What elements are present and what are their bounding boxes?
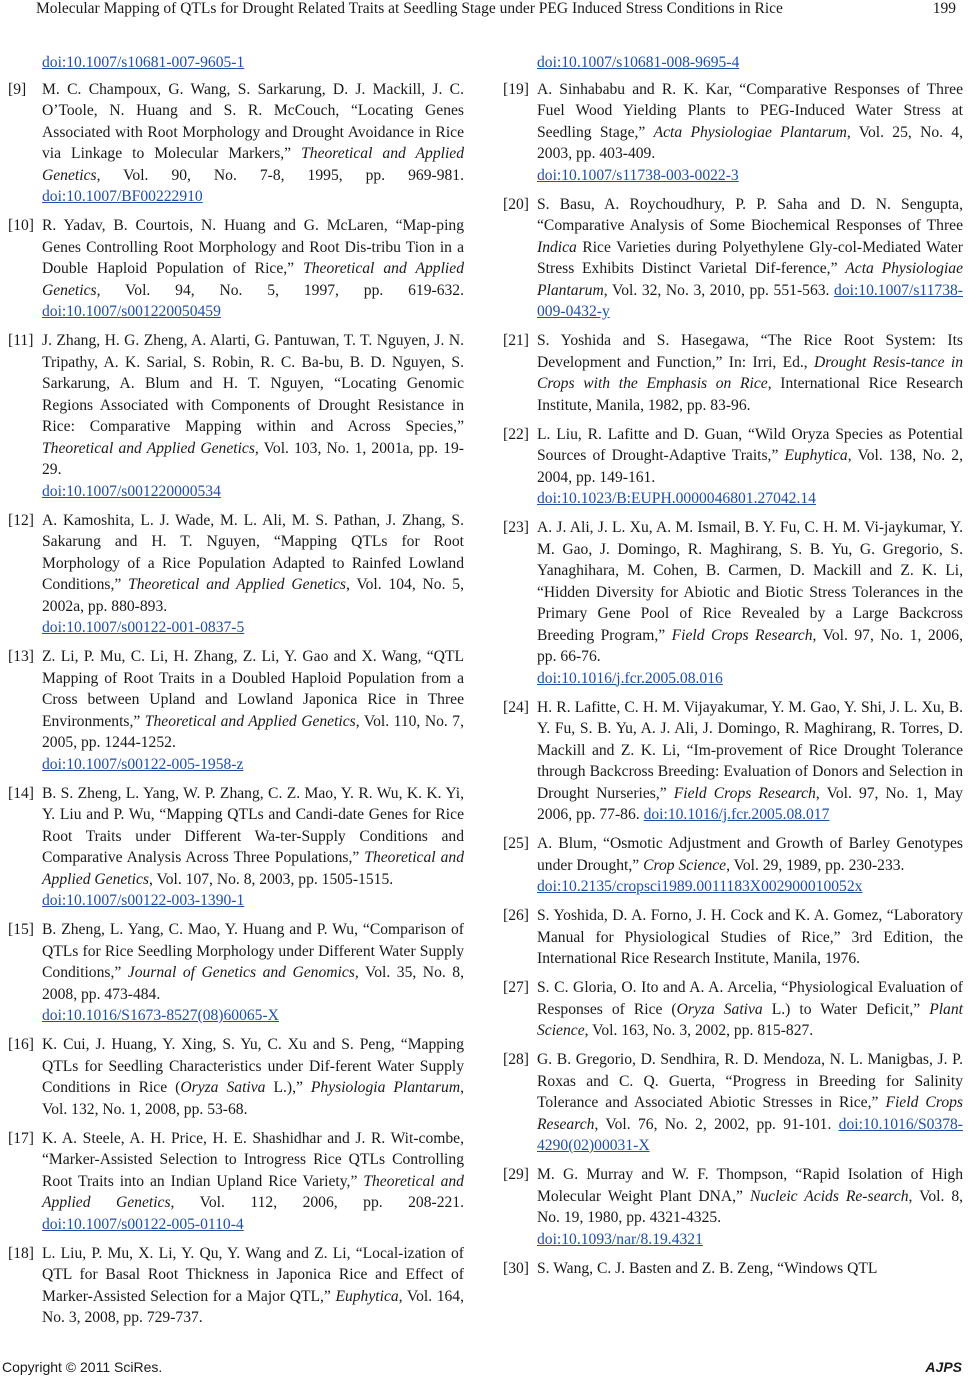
reference-source-title: Euphytica bbox=[784, 447, 848, 464]
reference-text bbox=[537, 697, 963, 826]
reference-text bbox=[537, 330, 963, 416]
reference-entry bbox=[503, 833, 963, 898]
doi-link[interactable]: doi:10.1093/nar/8.19.4321 bbox=[537, 1230, 703, 1248]
reference-number: [18] bbox=[8, 1244, 34, 1262]
reference-number: [19] bbox=[503, 80, 529, 98]
reference-text-segment: , Vol. 94, No. 5, 1997, pp. 619-632. bbox=[96, 281, 464, 299]
reference-text bbox=[42, 79, 464, 208]
continued-reference-doi bbox=[537, 52, 963, 74]
reference-entry bbox=[503, 330, 963, 416]
reference-source-title: Theoretical and Applied Genetics bbox=[128, 576, 346, 593]
reference-text bbox=[42, 1034, 464, 1120]
reference-number: [9] bbox=[8, 80, 27, 98]
reference-entry bbox=[8, 646, 464, 775]
reference-entry bbox=[503, 1164, 963, 1250]
reference-text bbox=[537, 424, 963, 510]
doi-link[interactable]: doi:10.1007/s00122-005-0110-4 bbox=[42, 1215, 244, 1233]
reference-text-segment: , Vol. 8, No. 19, 1980, pp. 4321-4325. bbox=[537, 1187, 964, 1226]
reference-source-title: Field Crops Research bbox=[673, 784, 816, 802]
doi-link[interactable]: doi:10.1007/s001220000534 bbox=[42, 482, 221, 500]
reference-source-title: Theoretical and Applied Genetics bbox=[42, 145, 464, 184]
reference-source-title: Plant Science bbox=[537, 1000, 963, 1039]
reference-text-segment: , Vol. 110, No. 7, 2005, pp. 1244-1252. bbox=[42, 712, 464, 751]
doi-link[interactable]: doi:10.1007/s00122-003-1390-1 bbox=[42, 892, 245, 909]
reference-source-title: Indica bbox=[537, 238, 577, 256]
reference-text bbox=[537, 79, 963, 187]
reference-entry bbox=[503, 424, 963, 510]
reference-text-segment: L. Liu, P. Mu, X. Li, Y. Qu, Y. Wang and Z. Li, “Local-ization of QTL for Basal Root Thickness in Japonica Rice and Effect of Marker-Assisted Selection for a Major QTL,” bbox=[42, 1244, 464, 1305]
reference-source-title: Acta Physiologiae Plantarum bbox=[537, 260, 963, 299]
reference-text-segment: B. Zheng, L. Yang, C. Mao, Y. Huang and P. Wu, “Comparison of QTLs for Rice Seedling Morphology under Different Water Supply Conditions,” bbox=[42, 921, 464, 981]
reference-entry bbox=[8, 1243, 464, 1329]
reference-entry bbox=[503, 1258, 963, 1280]
reference-column-left bbox=[8, 52, 464, 1336]
reference-text-segment: , Vol. 35, No. 8, 2008, pp. 473-484. bbox=[42, 964, 464, 1003]
reference-text bbox=[537, 1049, 963, 1157]
page-number: 199 bbox=[932, 0, 956, 17]
reference-text bbox=[537, 905, 963, 970]
reference-text-segment: , Vol. 90, No. 7-8, 1995, pp. 969-981. bbox=[96, 166, 464, 184]
reference-entry bbox=[503, 194, 963, 323]
reference-entry bbox=[8, 1128, 464, 1236]
reference-number: [16] bbox=[8, 1036, 34, 1053]
reference-source-title: Crop Science bbox=[643, 856, 727, 874]
reference-text-segment: M. G. Murray and W. F. Thompson, “Rapid Isolation of High Molecular Weight Plant DNA,” bbox=[537, 1166, 963, 1205]
reference-text-segment: , Vol. 32, No. 3, 2010, pp. 551-563. bbox=[603, 281, 835, 299]
reference-entry bbox=[8, 783, 464, 912]
reference-source-title: Nucleic Acids Re-search bbox=[749, 1187, 909, 1205]
doi-line bbox=[537, 876, 963, 898]
reference-text bbox=[42, 646, 464, 775]
doi-line bbox=[537, 668, 963, 690]
reference-text-segment: S. Yoshida and S. Hasegawa, “The Rice Root System: Its Development and Function,” In: Irri, Ed., bbox=[537, 332, 963, 371]
running-header bbox=[0, 0, 968, 22]
reference-entry bbox=[503, 1049, 963, 1157]
doi-line bbox=[537, 1229, 963, 1251]
reference-number: [10] bbox=[8, 217, 34, 234]
reference-text-segment: K. Cui, J. Huang, Y. Xing, S. Yu, C. Xu and S. Peng, “Mapping QTLs for Seedling Characteristics under Dif-ferent Water Supply Conditions in Rice ( bbox=[42, 1036, 464, 1096]
reference-text-segment: , Vol. 163, No. 3, 2002, pp. 815-827. bbox=[584, 1022, 814, 1039]
reference-number: [15] bbox=[8, 921, 34, 938]
doi-link[interactable]: doi:10.1016/S0378-4290(02)00031-X bbox=[537, 1115, 963, 1154]
doi-link[interactable]: doi:10.1016/S1673-8527(08)60065-X bbox=[42, 1007, 279, 1024]
reference-number: [14] bbox=[8, 784, 34, 802]
doi-link[interactable]: doi:10.1007/s11738-009-0432-y bbox=[537, 281, 963, 320]
doi-link[interactable]: doi:10.1016/j.fcr.2005.08.016 bbox=[537, 669, 723, 687]
reference-text-segment: A. Kamoshita, L. J. Wade, M. L. Ali, M. S. Pathan, J. Zhang, S. Sakarung and H. T. Nguyen, “Mapping QTLs for Root Morphology of a Rice Population Adapted to Rainfed Lowland Conditions,” bbox=[42, 511, 464, 593]
reference-text-segment: S. C. Gloria, O. Ito and A. A. Arcelia, “Physiological Evaluation of Responses of Rice ( bbox=[537, 979, 963, 1018]
reference-text-segment: B. S. Zheng, L. Yang, W. P. Zhang, C. Z. Mao, Y. R. Wu, K. K. Yi, Y. Liu and P. Wu, “Mapping QTLs and Candi-date Genes for Rice Root Traits under Different Wa-ter-Supply Conditions and Comparative Analysis Across Three Populations,” bbox=[42, 784, 464, 866]
reference-text-segment: , Vol. 104, No. 5, 2002a, pp. 880-893. bbox=[42, 576, 464, 615]
reference-text-segment: , Vol. 76, No. 2, 2002, pp. 91-101. bbox=[594, 1115, 839, 1133]
reference-number: [29] bbox=[503, 1166, 529, 1183]
reference-entry bbox=[8, 215, 464, 323]
reference-source-title: Drought Resis-tance in Crops with the Emphasis on Rice bbox=[537, 353, 963, 392]
reference-text bbox=[42, 330, 464, 502]
doi-link[interactable]: doi:10.1007/s10681-008-9695-4 bbox=[537, 54, 740, 71]
reference-entry bbox=[8, 79, 464, 208]
journal-abbreviation: AJPS bbox=[925, 1359, 962, 1375]
doi-line bbox=[42, 617, 464, 639]
doi-line bbox=[537, 165, 963, 187]
reference-text-segment: , Vol. 29, 1989, pp. 230-233. bbox=[726, 856, 905, 874]
reference-text bbox=[42, 783, 464, 912]
reference-number: [23] bbox=[503, 519, 529, 536]
reference-text-segment: A. J. Ali, J. L. Xu, A. M. Ismail, B. Y. Fu, C. H. M. Vi-jaykumar, Y. M. Gao, J. Domingo, R. Maghirang, S. B. Yu, G. Gregorio, S. Yanaghihara, M. Cohen, B. Carmen, D. Mackill and Z. K. Li, “Hidden Diversity for Abiotic and Biotic Stress Tolerances in the Primary Gene Pool of Rice Revealed by a Large Backcross Breeding Program,” bbox=[537, 519, 963, 644]
reference-source-title: Oryza Sativa bbox=[676, 1000, 763, 1018]
reference-number: [13] bbox=[8, 648, 34, 665]
doi-link[interactable]: doi:10.1016/j.fcr.2005.08.017 bbox=[643, 806, 830, 823]
reference-text-segment: L.) to Water Deficit,” bbox=[762, 1000, 930, 1018]
reference-text-segment: M. C. Champoux, G. Wang, S. Sarkarung, D. J. Mackill, J. C. O’Toole, N. Huang and S. R. McCouch, “Locating Genes Associated with Root Morphology and Drought Avoidance in Rice via Linkage to Molecular Markers,” bbox=[42, 80, 464, 162]
reference-text-segment: L.),” bbox=[265, 1079, 311, 1096]
reference-text-segment: , Vol. 112, 2006, pp. 208-221. bbox=[170, 1194, 464, 1211]
doi-link[interactable]: doi:10.1007/s11738-003-0022-3 bbox=[537, 166, 739, 184]
reference-number: [26] bbox=[503, 907, 529, 924]
reference-source-title: Acta Physiologiae Plantarum bbox=[653, 123, 847, 141]
reference-entry bbox=[503, 517, 963, 689]
reference-source-title: Theoretical and Applied Genetics bbox=[42, 849, 464, 888]
reference-text-segment: , Vol. 103, No. 1, 2001a, pp. 19-29. bbox=[42, 439, 464, 478]
reference-text-segment: , Vol. 164, No. 3, 2008, pp. 729-737. bbox=[42, 1287, 465, 1326]
reference-source-title: Theoretical and Applied Genetics bbox=[144, 712, 356, 730]
reference-column-right bbox=[503, 52, 963, 1287]
reference-source-title: Theoretical and Applied Genetics bbox=[42, 439, 255, 457]
reference-source-title: Euphytica bbox=[335, 1287, 399, 1305]
doi-link[interactable]: doi:10.1007/s10681-007-9605-1 bbox=[42, 54, 245, 71]
reference-text bbox=[42, 215, 464, 323]
reference-text-segment: , Vol. 107, No. 8, 2003, pp. 1505-1515. bbox=[148, 870, 394, 888]
doi-link[interactable]: doi:10.1023/B:EUPH.0000046801.27042.14 bbox=[537, 490, 816, 507]
reference-text-segment: Rice Varieties during Polyethylene Gly-col-Mediated Water Stress Exhibits Distinct Varietal Dif-ference,” bbox=[537, 238, 963, 277]
reference-text-segment: , Vol. 132, No. 1, 2008, pp. 53-68. bbox=[42, 1079, 464, 1118]
reference-number: [30] bbox=[503, 1259, 529, 1277]
reference-text-segment: , Vol. 25, No. 4, 2003, pp. 403-409. bbox=[537, 123, 963, 162]
reference-text-segment: A. Blum, “Osmotic Adjustment and Growth of Barley Genotypes under Drought,” bbox=[537, 835, 963, 874]
reference-text-segment: L. Liu, R. Lafitte and D. Guan, “Wild Oryza Species as Potential Sources of Drought-Adaptive Traits,” bbox=[537, 425, 963, 464]
doi-line bbox=[537, 488, 963, 510]
reference-text bbox=[537, 977, 963, 1042]
reference-entry bbox=[8, 330, 464, 502]
reference-source-title: Physiologia Plantarum bbox=[310, 1079, 461, 1096]
reference-number: [12] bbox=[8, 511, 34, 529]
reference-text-segment: J. Zhang, H. G. Zheng, A. Alarti, G. Pantuwan, T. T. Nguyen, J. N. Tripathy, A. K. Sarial, S. Robin, R. C. Ba-bu, B. D. Nguyen, S. Sarkarung, A. Blum and H. T. Nguyen, “Locating Genomic Regions Associated with Components of Drought Resistance in Rice: Comparative Mapping within and Across Species,” bbox=[42, 332, 464, 435]
reference-text-segment: S. Wang, C. J. Basten and Z. B. Zeng, “Windows QTL bbox=[537, 1259, 878, 1277]
running-title: Molecular Mapping of QTLs for Drought Related Traits at Seedling Stage under PEG Induced Stress Conditions in Rice bbox=[36, 0, 783, 17]
reference-text-segment: Z. Li, P. Mu, C. Li, H. Zhang, Z. Li, Y. Gao and X. Wang, “QTL Mapping of Root Traits in a Doubled Haploid Population from a Cross between Upland and Lowland Japonica Rice in Three Environments,” bbox=[42, 648, 464, 730]
reference-text bbox=[537, 1164, 963, 1250]
reference-text bbox=[42, 1128, 464, 1236]
reference-number: [11] bbox=[8, 332, 34, 349]
reference-text bbox=[42, 919, 464, 1027]
doi-link[interactable]: doi:10.1007/s00122-005-1958-z bbox=[42, 755, 244, 773]
reference-text-segment: , Vol. 138, No. 2, 2004, pp. 149-161. bbox=[537, 447, 963, 486]
continued-reference-doi bbox=[42, 52, 464, 74]
reference-source-title: Journal of Genetics and Genomics bbox=[127, 964, 355, 981]
doi-line bbox=[42, 754, 464, 776]
reference-text bbox=[537, 517, 963, 689]
reference-text-segment: H. R. Lafitte, C. H. M. Vijayakumar, Y. M. Gao, Y. Shi, J. L. Xu, B. Y. Fu, S. B. Yu, A. J. Ali, J. Domingo, R. Maghirang, R. Torres, D. Mackill and Z. K. Li, “Im-provement of Rice Drought Tolerance through Backcross Breeding: Evaluation of Donors and Selection in Drought Nurseries,” bbox=[537, 698, 963, 802]
reference-text-segment: A. Sinhababu and R. K. Kar, “Comparative Responses of Three Fuel Wood Yielding Plants to PEG-Induced Water Stress at Seedling Stage,” bbox=[537, 80, 963, 141]
reference-number: [27] bbox=[503, 979, 529, 996]
copyright-notice: Copyright © 2011 SciRes. bbox=[2, 1359, 163, 1375]
reference-text-segment: R. Yadav, B. Courtois, N. Huang and G. McLaren, “Map-ping Genes Controlling Root Morphology and Root Dis-tribu Tion in a Double Haploid Population of Rice,” bbox=[42, 217, 464, 277]
reference-text-segment: , Vol. 97, No. 1, 2006, pp. 66-76. bbox=[537, 626, 963, 665]
reference-entry bbox=[8, 1034, 464, 1120]
reference-source-title: Oryza Sativa bbox=[180, 1079, 266, 1096]
reference-entry bbox=[8, 919, 464, 1027]
doi-line bbox=[42, 481, 464, 503]
reference-source-title: Field Crops Research bbox=[537, 1094, 963, 1133]
reference-list-left bbox=[8, 79, 464, 1329]
reference-entry bbox=[503, 905, 963, 970]
reference-source-title: Theoretical and Applied Genetics bbox=[42, 1172, 464, 1211]
reference-text-segment: S. Yoshida, D. A. Forno, J. H. Cock and K. A. Gomez, “Laboratory Manual for Physiological Studies of Rice,” 3rd Edition, the International Rice Research Institute, Manila, 1976. bbox=[537, 907, 963, 967]
doi-link[interactable]: doi:10.1007/s001220050459 bbox=[42, 303, 221, 320]
reference-text bbox=[537, 833, 963, 898]
doi-link[interactable]: doi:10.1007/s00122-001-0837-5 bbox=[42, 619, 245, 636]
reference-text-segment: , International Rice Research Institute, Manila, 1982, pp. 83-96. bbox=[537, 375, 963, 414]
reference-source-title: Theoretical and Applied Genetics bbox=[42, 260, 464, 299]
reference-number: [21] bbox=[503, 332, 529, 349]
reference-entry bbox=[503, 79, 963, 187]
reference-text bbox=[42, 1243, 464, 1329]
reference-source-title: Field Crops Research bbox=[671, 626, 813, 644]
reference-text-segment: S. Basu, A. Roychoudhury, P. P. Saha and D. N. Sengupta, “Comparative Analysis of Some Biochemical Responses of Three bbox=[537, 195, 963, 234]
reference-text bbox=[537, 194, 963, 323]
doi-link[interactable]: doi:10.2135/cropsci1989.0011183X002900010052x bbox=[537, 878, 863, 895]
reference-text-segment: K. A. Steele, A. H. Price, H. E. Shashidhar and J. R. Wit-combe, “Marker-Assisted Selection to Introgress Rice QTLs Controlling Root Traits into an Indian Upland Rice Variety,” bbox=[42, 1129, 464, 1190]
doi-link[interactable]: doi:10.1007/BF00222910 bbox=[42, 188, 203, 205]
reference-number: [17] bbox=[8, 1129, 34, 1147]
reference-number: [22] bbox=[503, 425, 529, 443]
reference-text-segment: G. B. Gregorio, D. Sendhira, R. D. Mendoza, N. L. Manigbas, J. P. Roxas and C. Q. Guerta, “Progress in Breeding for Salinity Tolerance and Associated Abiotic Stresses in Rice,” bbox=[537, 1051, 963, 1111]
reference-number: [28] bbox=[503, 1051, 529, 1068]
reference-text bbox=[537, 1258, 963, 1280]
reference-number: [25] bbox=[503, 835, 529, 852]
reference-entry bbox=[503, 697, 963, 826]
reference-number: [24] bbox=[503, 698, 529, 716]
doi-line bbox=[42, 890, 464, 912]
reference-text-segment: , Vol. 97, No. 1, May 2006, pp. 77-86. bbox=[537, 784, 963, 823]
reference-list-right bbox=[503, 79, 963, 1280]
reference-entry bbox=[503, 977, 963, 1042]
reference-entry bbox=[8, 510, 464, 639]
reference-number: [20] bbox=[503, 195, 529, 213]
reference-text bbox=[42, 510, 464, 639]
doi-line bbox=[42, 1005, 464, 1027]
